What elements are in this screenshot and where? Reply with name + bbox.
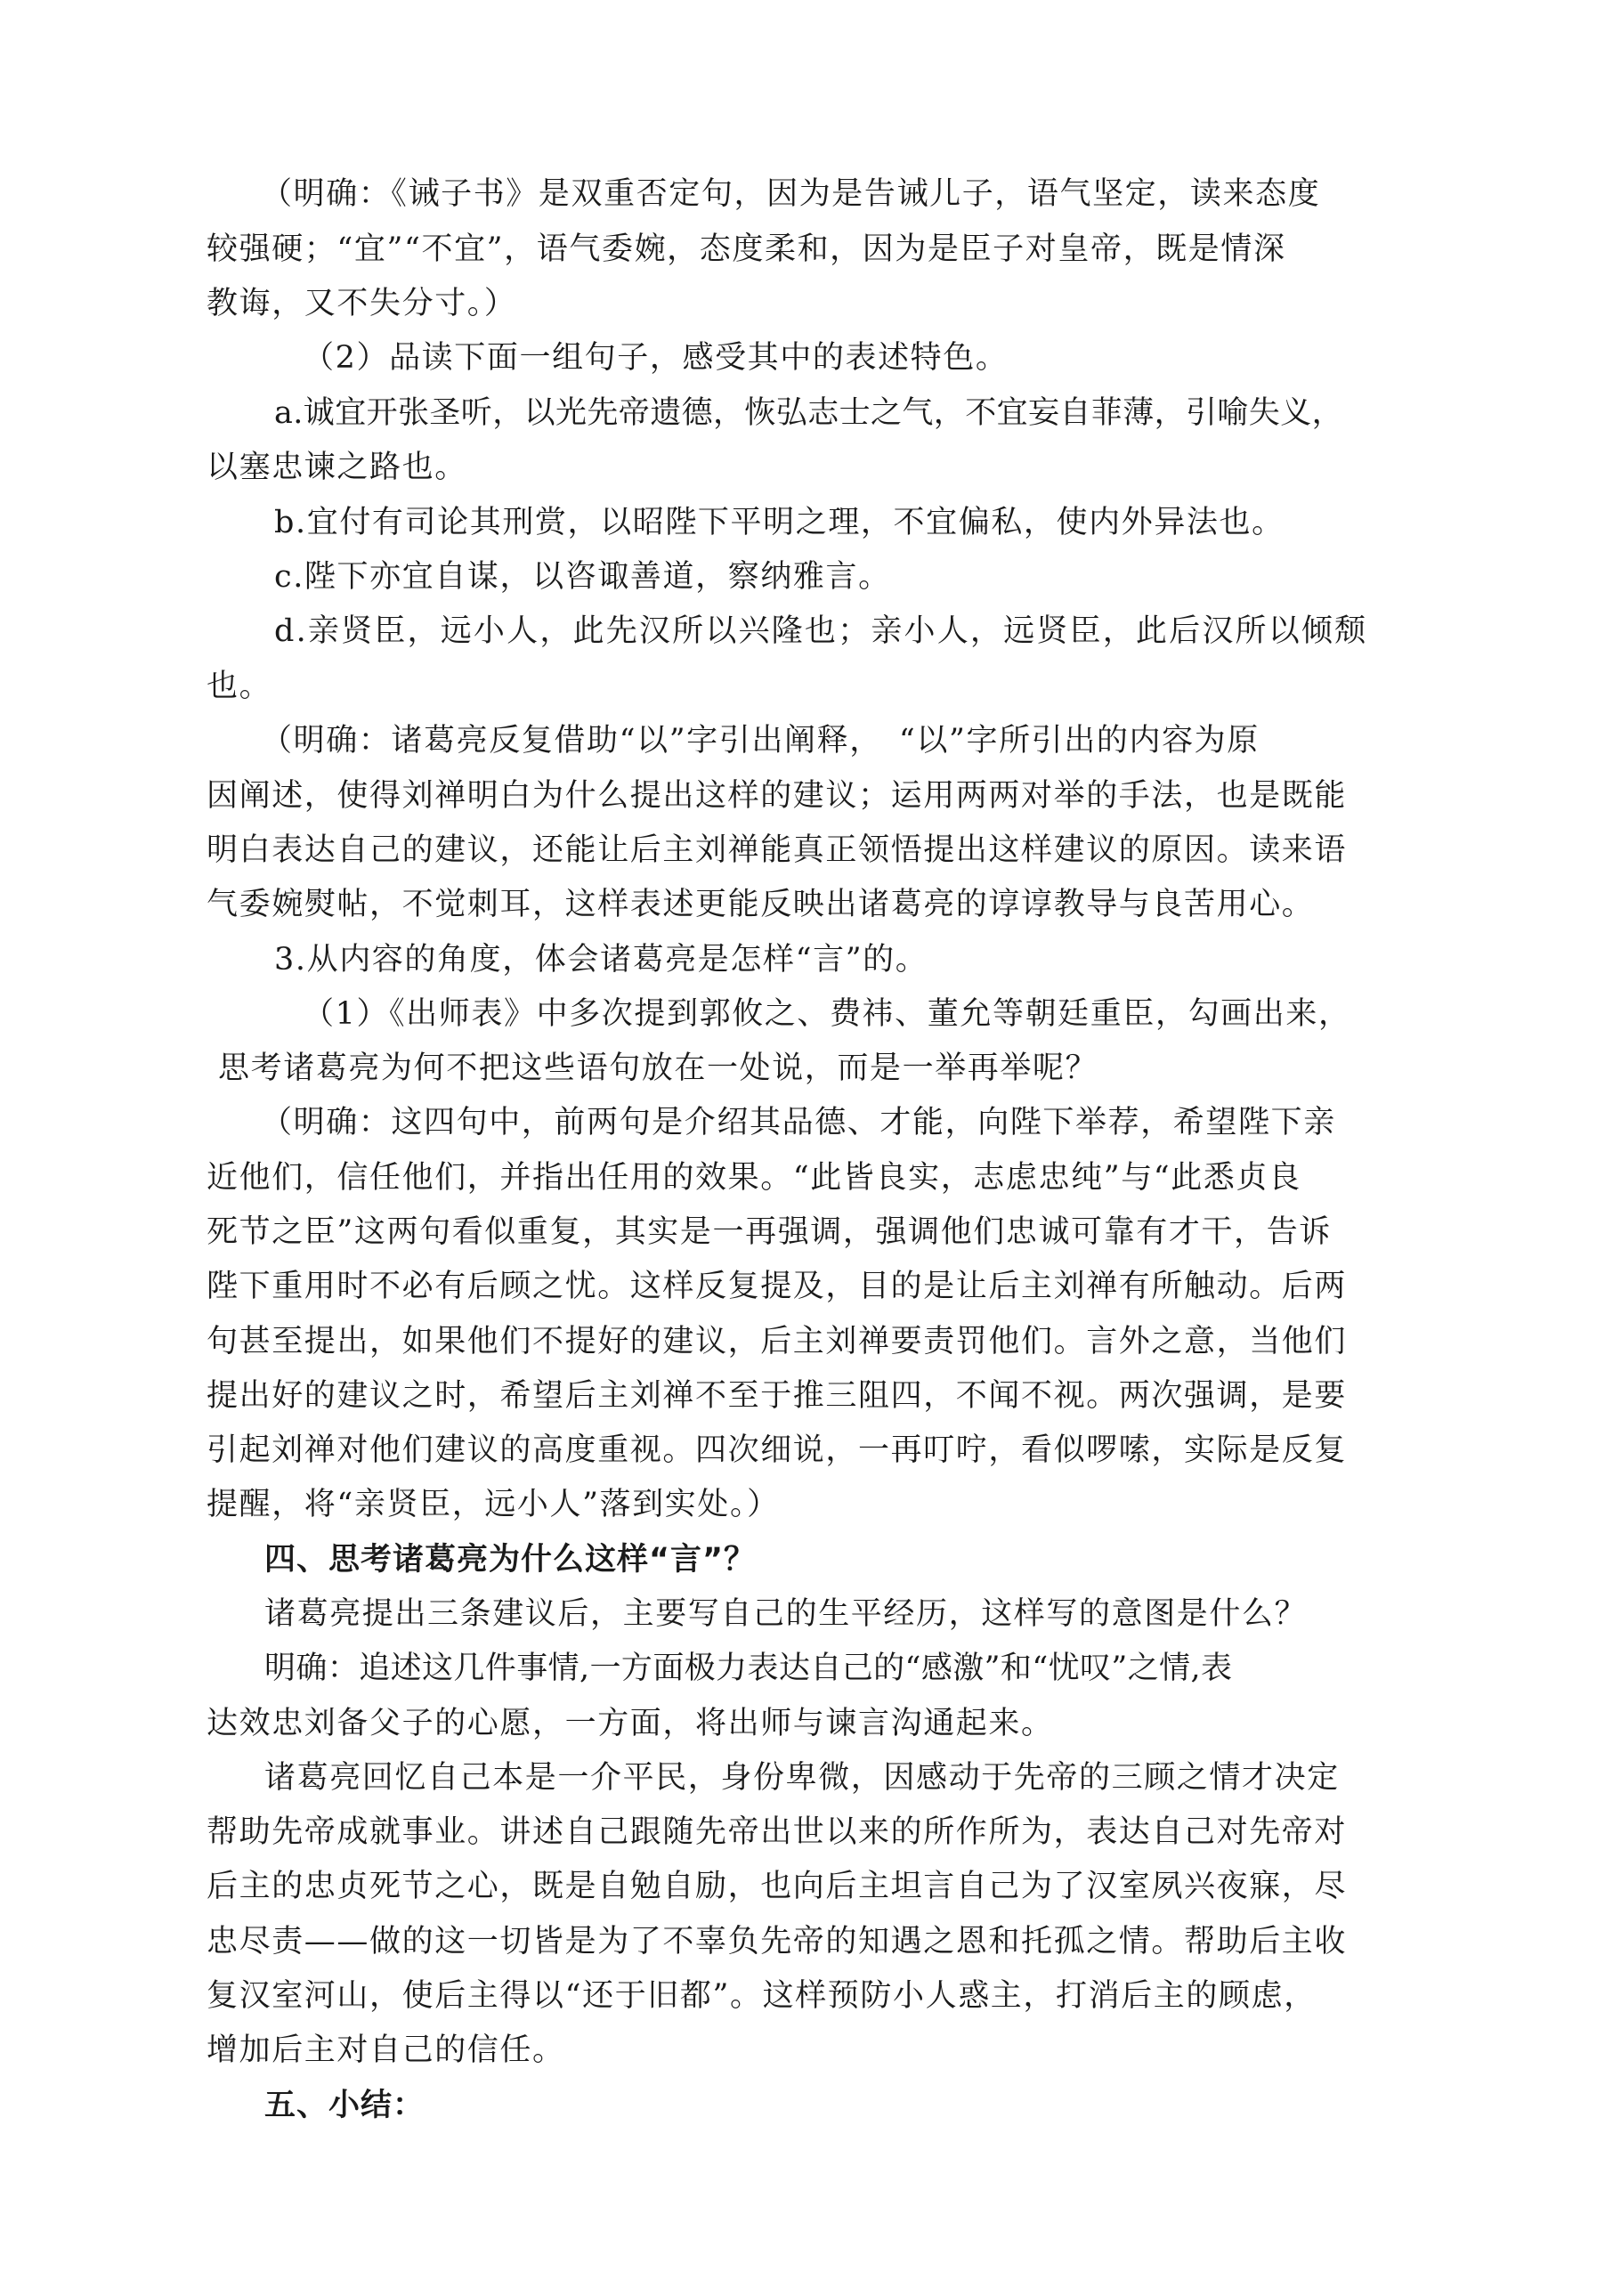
text-line: 引起刘禅对他们建议的高度重视。四次细说，一再叮咛，看似啰嗦，实际是反复 (207, 1432, 1348, 1468)
text-line: 因阐述，使得刘禅明白为什么提出这样的建议；运用两两对举的手法，也是既能 (207, 778, 1348, 814)
text-line: 气委婉熨帖，不觉刺耳，这样表述更能反映出诸葛亮的谆谆教导与良苦用心。 (207, 887, 1315, 922)
section-heading: 五、小结： (264, 2088, 426, 2123)
text-line: 句甚至提出，如果他们不提好的建议，后主刘禅要责罚他们。言外之意，当他们 (207, 1324, 1348, 1359)
text-line: 教诲，又不失分寸。） (207, 286, 517, 321)
text-line: 达效忠刘备父子的心愿，一方面，将出师与谏言沟通起来。 (207, 1706, 1054, 1741)
text-line: 提醒，将“亲贤臣，远小人”落到实处。） (207, 1487, 780, 1522)
text-line: 帮助先帝成就事业。讲述自己跟随先帝出世以来的所作所为，表达自己对先帝对 (207, 1814, 1348, 1850)
text-line: 3.从内容的角度，体会诸葛亮是怎样“言”的。 (274, 942, 928, 978)
text-line: 死节之臣”这两句看似重复，其实是一再强调，强调他们忠诚可靠有才干，告诉 (207, 1214, 1332, 1250)
text-line: 较强硬；“宜”“不宜”，语气委婉，态度柔和，因为是臣子对皇帝，既是情深 (207, 231, 1286, 267)
text-line: c.陛下亦宜自谋，以咨诹善道，察纳雅言。 (274, 559, 891, 595)
text-line: a.诚宜开张圣听，以光先帝遗德，恢弘志士之气，不宜妄自菲薄，引喻失义， (274, 395, 1343, 431)
text-line: b.宜付有司论其刑赏，以昭陛下平明之理，不宜偏私，使内外异法也。 (274, 505, 1285, 540)
text-line: 提出好的建议之时，希望后主刘禅不至于推三阻四，不闻不视。两次强调，是要 (207, 1378, 1348, 1414)
text-line: 忠尽责——做的这一切皆是为了不辜负先帝的知遇之恩和托孤之情。帮助后主收 (207, 1924, 1348, 1959)
text-line: 以塞忠谏之路也。 (207, 450, 467, 485)
section-heading: 四、思考诸葛亮为什么这样“言”？ (264, 1542, 757, 1578)
text-line: 诸葛亮回忆自己本是一介平民，身份卑微，因感动于先帝的三顾之情才决定 (264, 1760, 1340, 1796)
text-line: （2）品读下面一组句子，感受其中的表述特色。 (303, 340, 1009, 376)
text-line: 近他们，信任他们，并指出任用的效果。“此皆良实，志虑忠纯”与“此悉贞良 (207, 1160, 1301, 1196)
text-line: 增加后主对自己的信任。 (207, 2032, 565, 2068)
text-line: d.亲贤臣，远小人，此先汉所以兴隆也；亲小人，远贤臣，此后汉所以倾颓 (274, 613, 1368, 649)
text-line: 也。 (207, 669, 272, 704)
text-line: 陛下重用时不必有后顾之忧。这样反复提及，目的是让后主刘禅有所触动。后两 (207, 1269, 1348, 1304)
text-line: 复汉室河山，使后主得以“还于旧都”。这样预防小人惑主，打消后主的顾虑， (207, 1978, 1317, 2014)
text-line: （明确：这四句中，前两句是介绍其品德、才能，向陛下举荐，希望陛下亲 (261, 1105, 1336, 1140)
text-line: 思考诸葛亮为何不把这些语句放在一处说，而是一举再举呢？ (218, 1051, 1098, 1086)
text-line: （1）《出师表》中多次提到郭攸之、费祎、董允等朝廷重臣，勾画出来， (303, 996, 1351, 1032)
text-line: （明确：《诫子书》是双重否定句，因为是告诫儿子，语气坚定，读来态度 (261, 176, 1321, 212)
text-line: （明确：诸葛亮反复借助“以”字引出阐释， “以”字所引出的内容为原 (261, 723, 1260, 759)
text-line: 明白表达自己的建议，还能让后主刘禅能真正领悟提出这样建议的原因。读来语 (207, 832, 1348, 868)
text-line: 明确：追述这几件事情,一方面极力表达自己的“感激”和“忧叹”之情,表 (264, 1651, 1233, 1686)
text-line: 诸葛亮提出三条建议后，主要写自己的生平经历，这样写的意图是什么？ (264, 1596, 1308, 1632)
text-line: 后主的忠贞死节之心，既是自勉自励，也向后主坦言自己为了汉室夙兴夜寐，尽 (207, 1869, 1348, 1904)
